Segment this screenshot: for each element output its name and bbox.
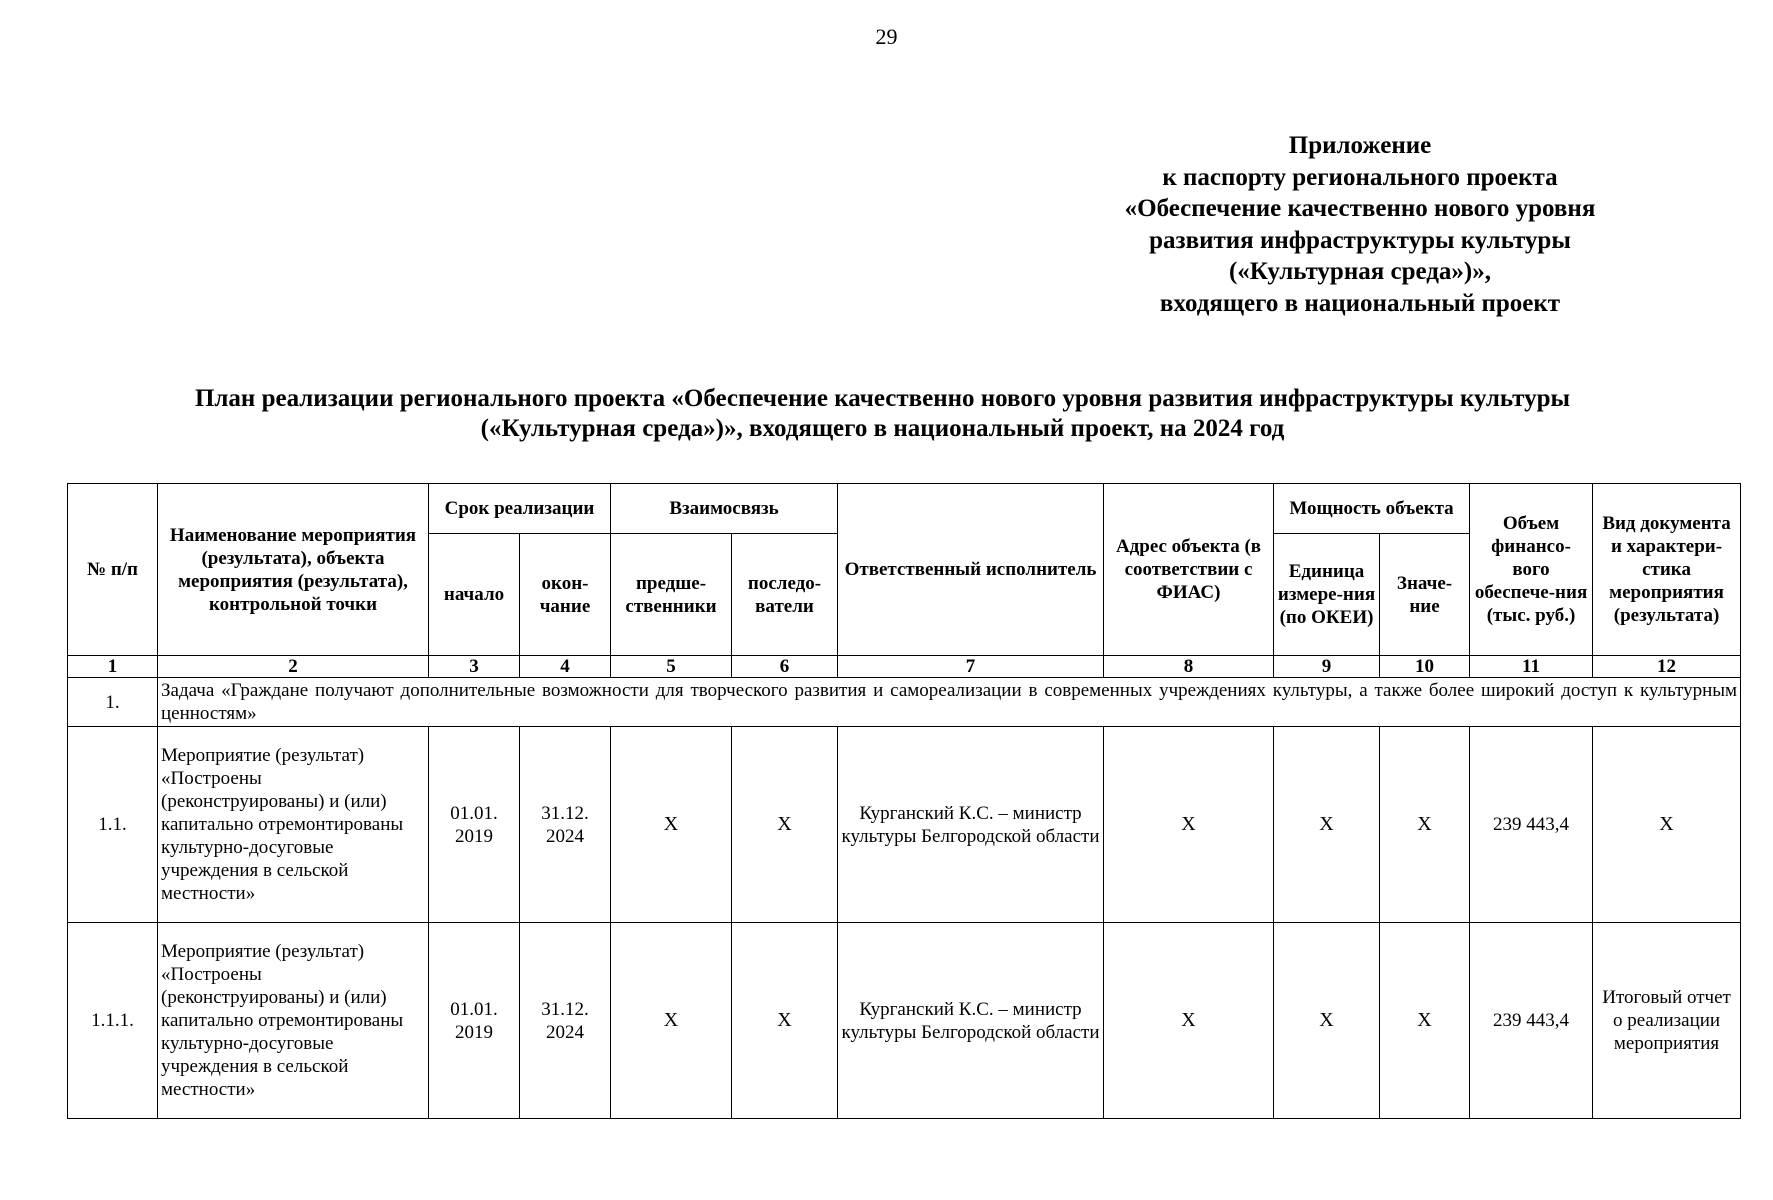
- column-number: 5: [611, 656, 732, 678]
- appendix-line: («Культурная среда»)»,: [1228, 258, 1492, 285]
- row-successors: Х: [732, 923, 838, 1119]
- header-capacity: Мощность объекта: [1274, 484, 1470, 534]
- row-successors: Х: [732, 727, 838, 923]
- row-start: 01.01. 2019: [429, 923, 520, 1119]
- row-value: Х: [1380, 727, 1470, 923]
- row-name: Мероприятие (результат) «Построены (реконструированы) и (или) капитально отремонтированы культурно-досуговые учреждения в сельской местности»: [158, 727, 429, 923]
- row-end: 31.12. 2024: [520, 923, 611, 1119]
- appendix-line: «Обеспечение качественно нового уровня: [1124, 195, 1596, 222]
- row-doc-type: Х: [1593, 727, 1741, 923]
- table-row: [68, 727, 1741, 923]
- task-row: [68, 678, 1741, 727]
- column-number: 3: [429, 656, 520, 678]
- row-num: 1.1.1.: [68, 923, 158, 1119]
- header-name: Наименование мероприятия (результата), объекта мероприятия (результата), контрольной точки: [158, 484, 429, 656]
- row-unit: Х: [1274, 923, 1380, 1119]
- row-start: 01.01. 2019: [429, 727, 520, 923]
- column-number: 8: [1104, 656, 1274, 678]
- header-relation: Взаимосвязь: [611, 484, 838, 534]
- task-text: Задача «Граждане получают дополнительные возможности для творческого развития и самореализации в современных учреждениях культуры, а также более широкий доступ к культурным ценностям»: [158, 678, 1741, 727]
- column-number: 2: [158, 656, 429, 678]
- table-row: [68, 923, 1741, 1119]
- header-executor: Ответственный исполнитель: [838, 484, 1104, 656]
- header-address: Адрес объекта (в соответствии с ФИАС): [1104, 484, 1274, 656]
- plan-table: [67, 483, 1741, 1119]
- row-predecessors: Х: [611, 923, 732, 1119]
- header-end: окон-чание: [520, 534, 611, 656]
- column-number: 12: [1593, 656, 1741, 678]
- appendix-line: Приложение: [1288, 132, 1432, 159]
- column-number: 4: [520, 656, 611, 678]
- row-executor: Курганский К.С. – министр культуры Белгородской области: [838, 923, 1104, 1119]
- row-num: 1.1.: [68, 727, 158, 923]
- row-funding: 239 443,4: [1470, 923, 1593, 1119]
- column-number: 11: [1470, 656, 1593, 678]
- row-end: 31.12. 2024: [520, 727, 611, 923]
- row-name: Мероприятие (результат) «Построены (реконструированы) и (или) капитально отремонтированы культурно-досуговые учреждения в сельской местности»: [158, 923, 429, 1119]
- row-doc-type: Итоговый отчет о реализации мероприятия: [1593, 923, 1741, 1119]
- column-number-row: [68, 656, 1741, 678]
- task-num: 1.: [68, 678, 158, 727]
- appendix-line: к паспорту регионального проекта: [1162, 163, 1558, 191]
- header-num: № п/п: [68, 484, 158, 656]
- header-predecessors: предше-ственники: [611, 534, 732, 656]
- header-successors: последо-ватели: [732, 534, 838, 656]
- plan-title-line: («Культурная среда»)», входящего в национальный проект, на 2024 год: [480, 415, 1285, 442]
- header-doc-type: Вид документа и характери-стика мероприятия (результата): [1593, 484, 1741, 656]
- column-number: 9: [1274, 656, 1380, 678]
- page-number: 29: [875, 24, 898, 49]
- appendix-line: развития инфраструктуры культуры: [1149, 226, 1571, 254]
- row-predecessors: Х: [611, 727, 732, 923]
- column-number: 6: [732, 656, 838, 678]
- row-funding: 239 443,4: [1470, 727, 1593, 923]
- appendix-header: [1050, 130, 1670, 319]
- table-header-row: [68, 484, 1741, 534]
- row-unit: Х: [1274, 727, 1380, 923]
- row-address: Х: [1104, 923, 1274, 1119]
- header-value: Значе-ние: [1380, 534, 1470, 656]
- header-unit: Единица измере-ния (по ОКЕИ): [1274, 534, 1380, 656]
- column-number: 1: [68, 656, 158, 678]
- row-executor: Курганский К.С. – министр культуры Белгородской области: [838, 727, 1104, 923]
- row-address: Х: [1104, 727, 1274, 923]
- row-value: Х: [1380, 923, 1470, 1119]
- column-number: 7: [838, 656, 1104, 678]
- plan-title-line: План реализации регионального проекта «Обеспечение качественно нового уровня развития инфраструктуры культуры: [194, 385, 1571, 412]
- plan-title: [60, 384, 1705, 444]
- header-start: начало: [429, 534, 520, 656]
- header-funding: Объем финансо-вого обеспече-ния (тыс. руб.): [1470, 484, 1593, 656]
- appendix-line: входящего в национальный проект: [1159, 289, 1561, 317]
- column-number: 10: [1380, 656, 1470, 678]
- header-period: Срок реализации: [429, 484, 611, 534]
